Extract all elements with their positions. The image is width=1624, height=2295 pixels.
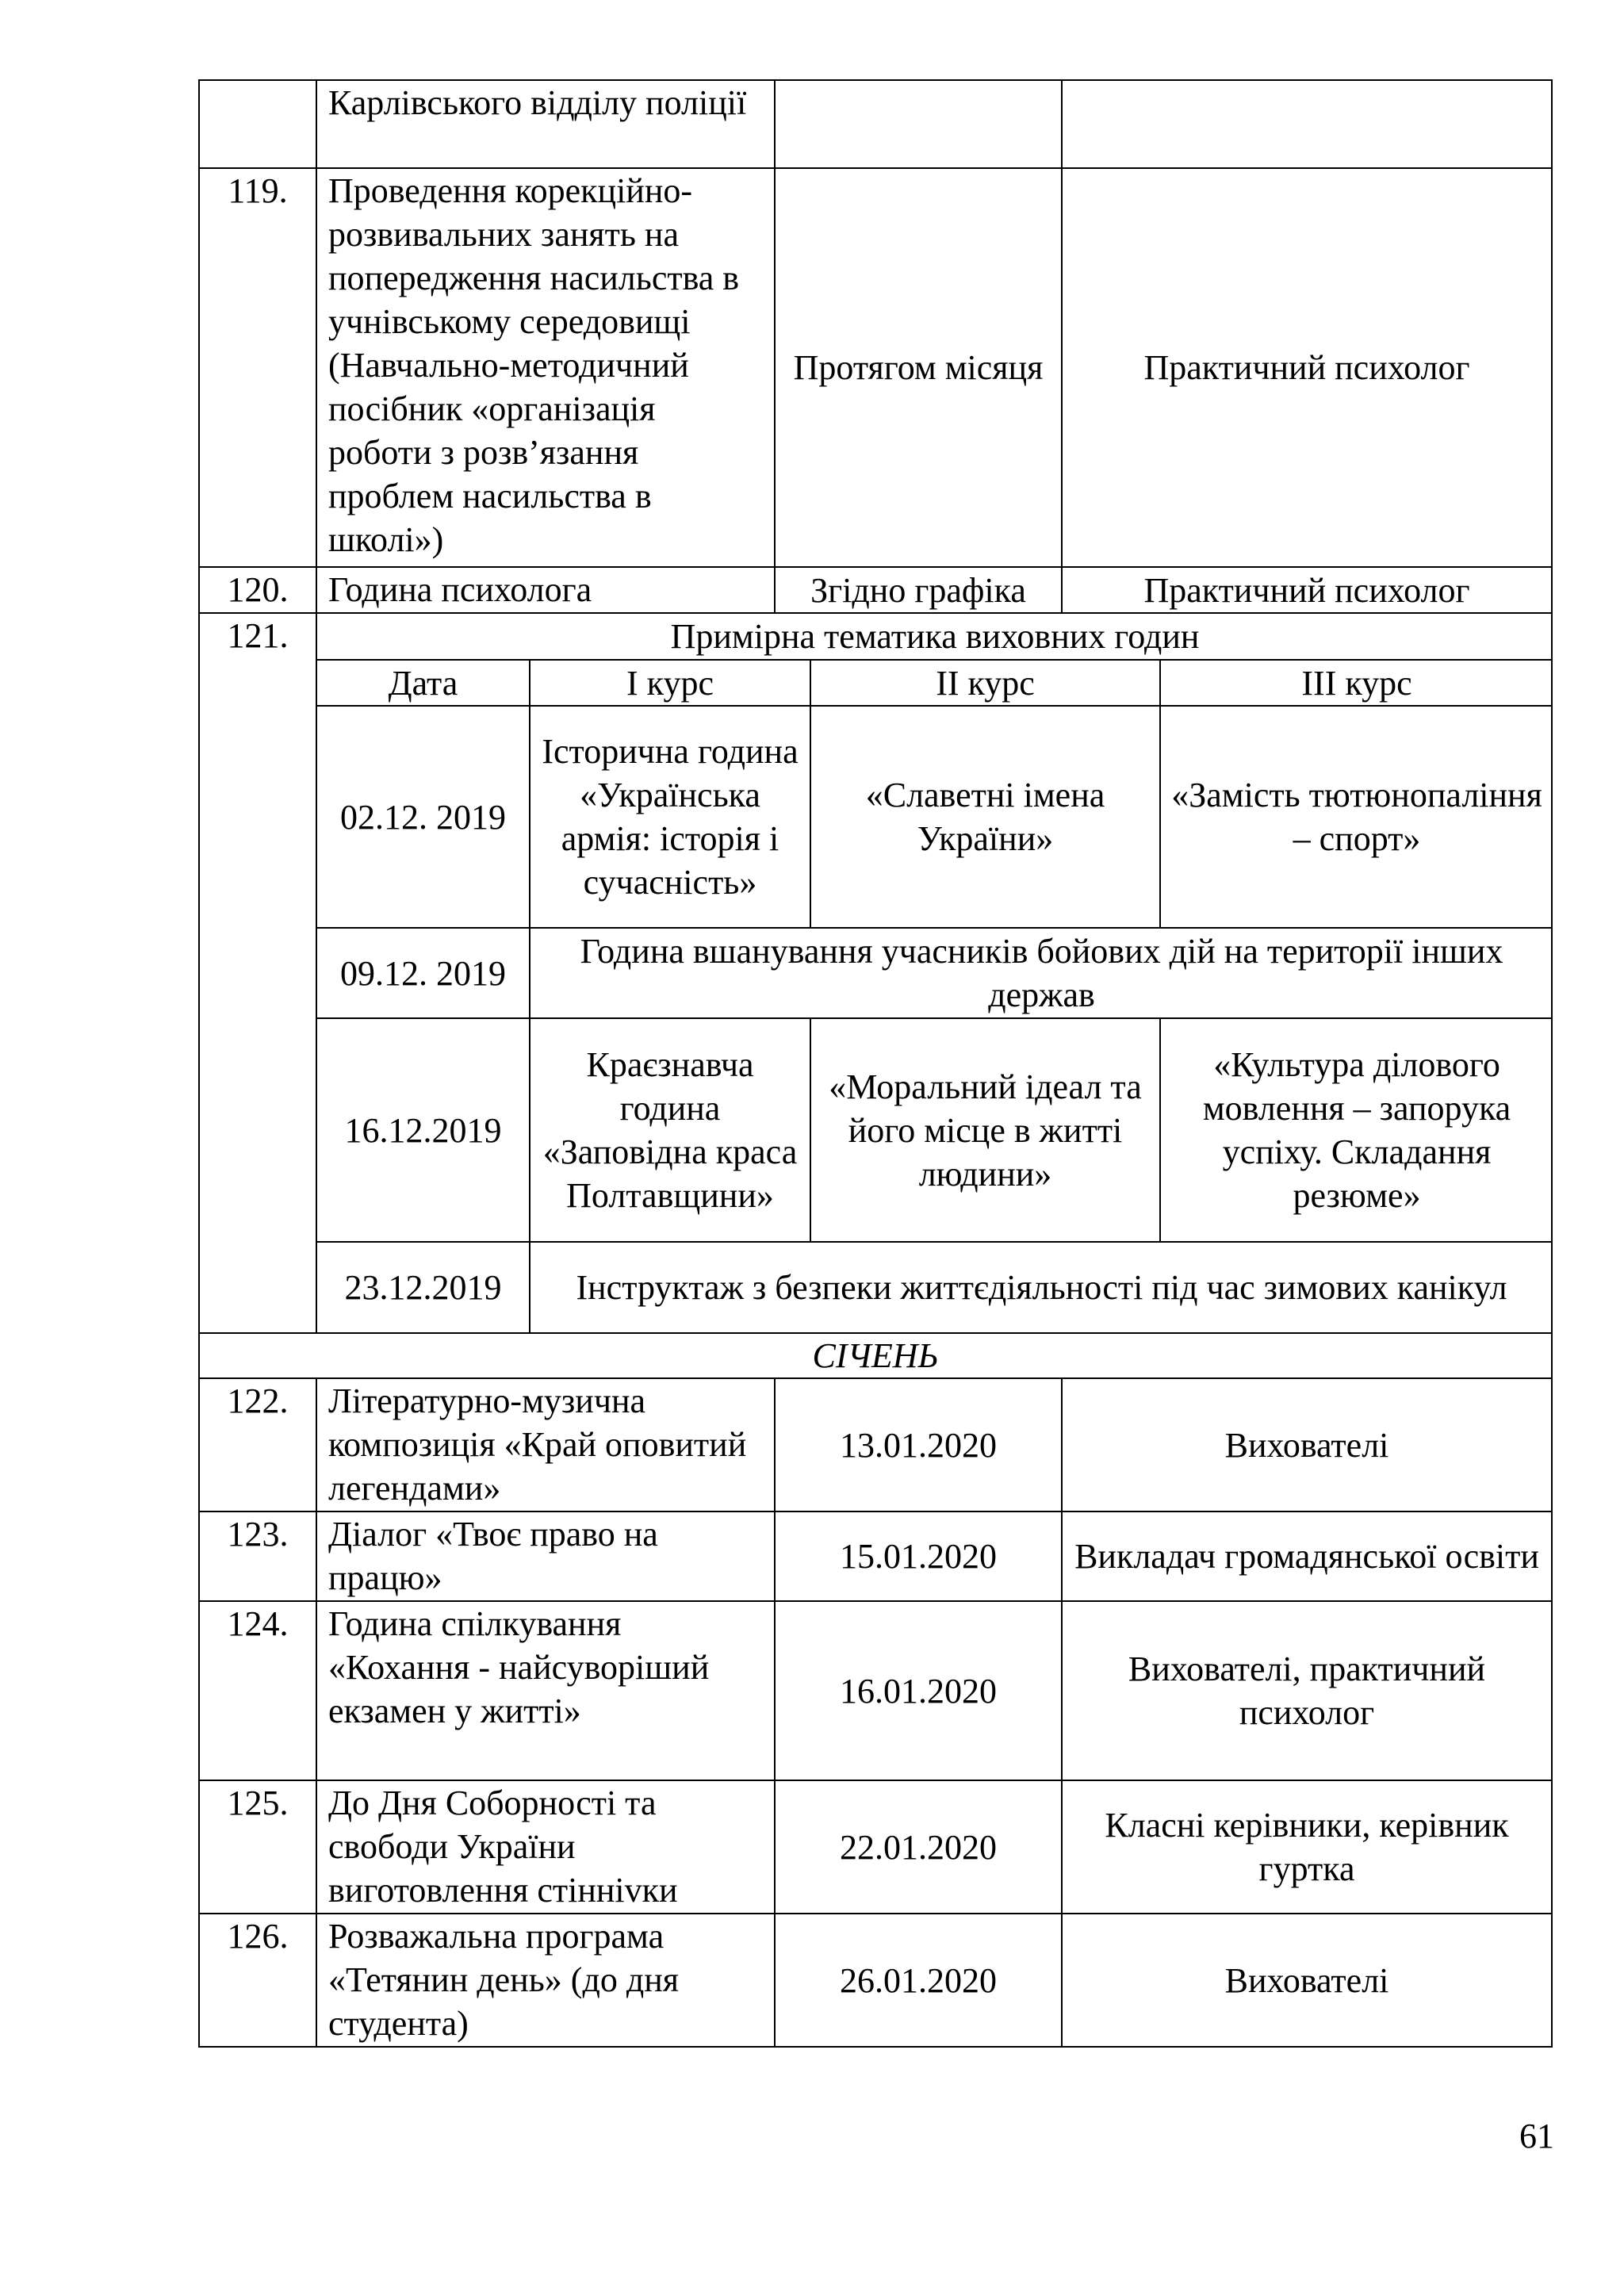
- event-cell: Літературно-музична композиція «Край оповитий легендами»: [316, 1378, 775, 1511]
- month-row: [199, 1333, 1552, 1378]
- date-cell: Згідно графіка: [775, 567, 1062, 613]
- date-cell: Протягом місяця: [775, 168, 1062, 567]
- topic-merged: Інструктаж з безпеки життєдіяльності під час зимових канікул: [530, 1242, 1553, 1332]
- table-row: [199, 168, 1552, 567]
- table-row: [199, 1914, 1552, 2047]
- date-cell: 22.01.2020: [775, 1780, 1062, 1914]
- topic-date: 09.12. 2019: [317, 928, 530, 1018]
- row-number: 124.: [199, 1601, 316, 1780]
- event-cell: Проведення корекційно-розвивальних занять на попередження насильства в учнівському середовищі (Навчально-методичний посібник «організація роботи з розв’язання проблем насильства в школі»): [316, 168, 775, 567]
- topic-date: 16.12.2019: [317, 1018, 530, 1242]
- responsible-cell: Практичний психолог: [1062, 168, 1552, 567]
- row-number: 123.: [199, 1511, 316, 1601]
- table-row: [199, 1378, 1552, 1511]
- event-cell: До Дня Соборності та свободи України виготовлення стінніvки: [316, 1780, 775, 1914]
- row-number: 120.: [199, 567, 316, 613]
- row-number: [199, 80, 316, 168]
- row-number: 119.: [199, 168, 316, 567]
- responsible-cell: [1062, 80, 1552, 168]
- topic-date: 02.12. 2019: [317, 706, 530, 928]
- topic-merged: Година вшанування учасників бойових дій на території інших держав: [530, 928, 1553, 1018]
- responsible-cell: Вихователі: [1062, 1378, 1552, 1511]
- table-row: [199, 1601, 1552, 1780]
- event-cell: Година психолога: [316, 567, 775, 613]
- topic-course-2: «Моральний ідеал та його місце в житті людини»: [810, 1018, 1160, 1242]
- topics-table: [317, 614, 1553, 1332]
- responsible-cell: Вихователі, практичний психолог: [1062, 1601, 1552, 1780]
- date-cell: 15.01.2020: [775, 1511, 1062, 1601]
- table-row: [199, 1780, 1552, 1914]
- responsible-cell: Вихователі: [1062, 1914, 1552, 2047]
- row-number: 122.: [199, 1378, 316, 1511]
- responsible-cell: Викладач громадянської освіти: [1062, 1511, 1552, 1601]
- header-date: Дата: [317, 660, 530, 706]
- topics-cell: [316, 613, 1552, 1333]
- event-cell: Розважальна програма «Тетянин день» (до дня студента): [316, 1914, 775, 2047]
- row-number: 126.: [199, 1914, 316, 2047]
- page-number: 61: [1519, 2117, 1554, 2155]
- date-cell: 13.01.2020: [775, 1378, 1062, 1511]
- date-cell: 16.01.2020: [775, 1601, 1062, 1780]
- topics-title: Примірна тематика виховних годин: [317, 614, 1553, 660]
- header-course-2: ІІ курс: [810, 660, 1160, 706]
- header-course-3: ІІІ курс: [1160, 660, 1553, 706]
- row-number: 121.: [199, 613, 316, 1333]
- event-cell: Година спілкування «Кохання - найсуворіший екзамен у житті»: [316, 1601, 775, 1780]
- topic-date: 23.12.2019: [317, 1242, 530, 1332]
- table-row: [199, 567, 1552, 613]
- responsible-cell: Практичний психолог: [1062, 567, 1552, 613]
- date-cell: 26.01.2020: [775, 1914, 1062, 2047]
- topic-course-3: «Замість тютюнопаління – спорт»: [1160, 706, 1553, 928]
- date-cell: [775, 80, 1062, 168]
- table-row: [199, 1511, 1552, 1601]
- month-heading: СІЧЕНЬ: [199, 1333, 1552, 1378]
- table-row: [199, 613, 1552, 1333]
- topic-course-2: «Славетні імена України»: [810, 706, 1160, 928]
- event-cell: Діалог «Твоє право на працю»: [316, 1511, 775, 1601]
- topic-course-1: Історична година «Українська армія: історія і сучасність»: [530, 706, 810, 928]
- responsible-cell: Класні керівники, керівник гуртка: [1062, 1780, 1552, 1914]
- table-row: [199, 80, 1552, 168]
- header-course-1: І курс: [530, 660, 810, 706]
- event-cell: Карлівського відділу поліції: [316, 80, 775, 168]
- row-number: 125.: [199, 1780, 316, 1914]
- topic-course-1: Краєзнавча година «Заповідна краса Полтавщини»: [530, 1018, 810, 1242]
- topic-course-3: «Культура ділового мовлення – запорука успіху. Складання резюме»: [1160, 1018, 1553, 1242]
- plan-table: [198, 79, 1553, 2048]
